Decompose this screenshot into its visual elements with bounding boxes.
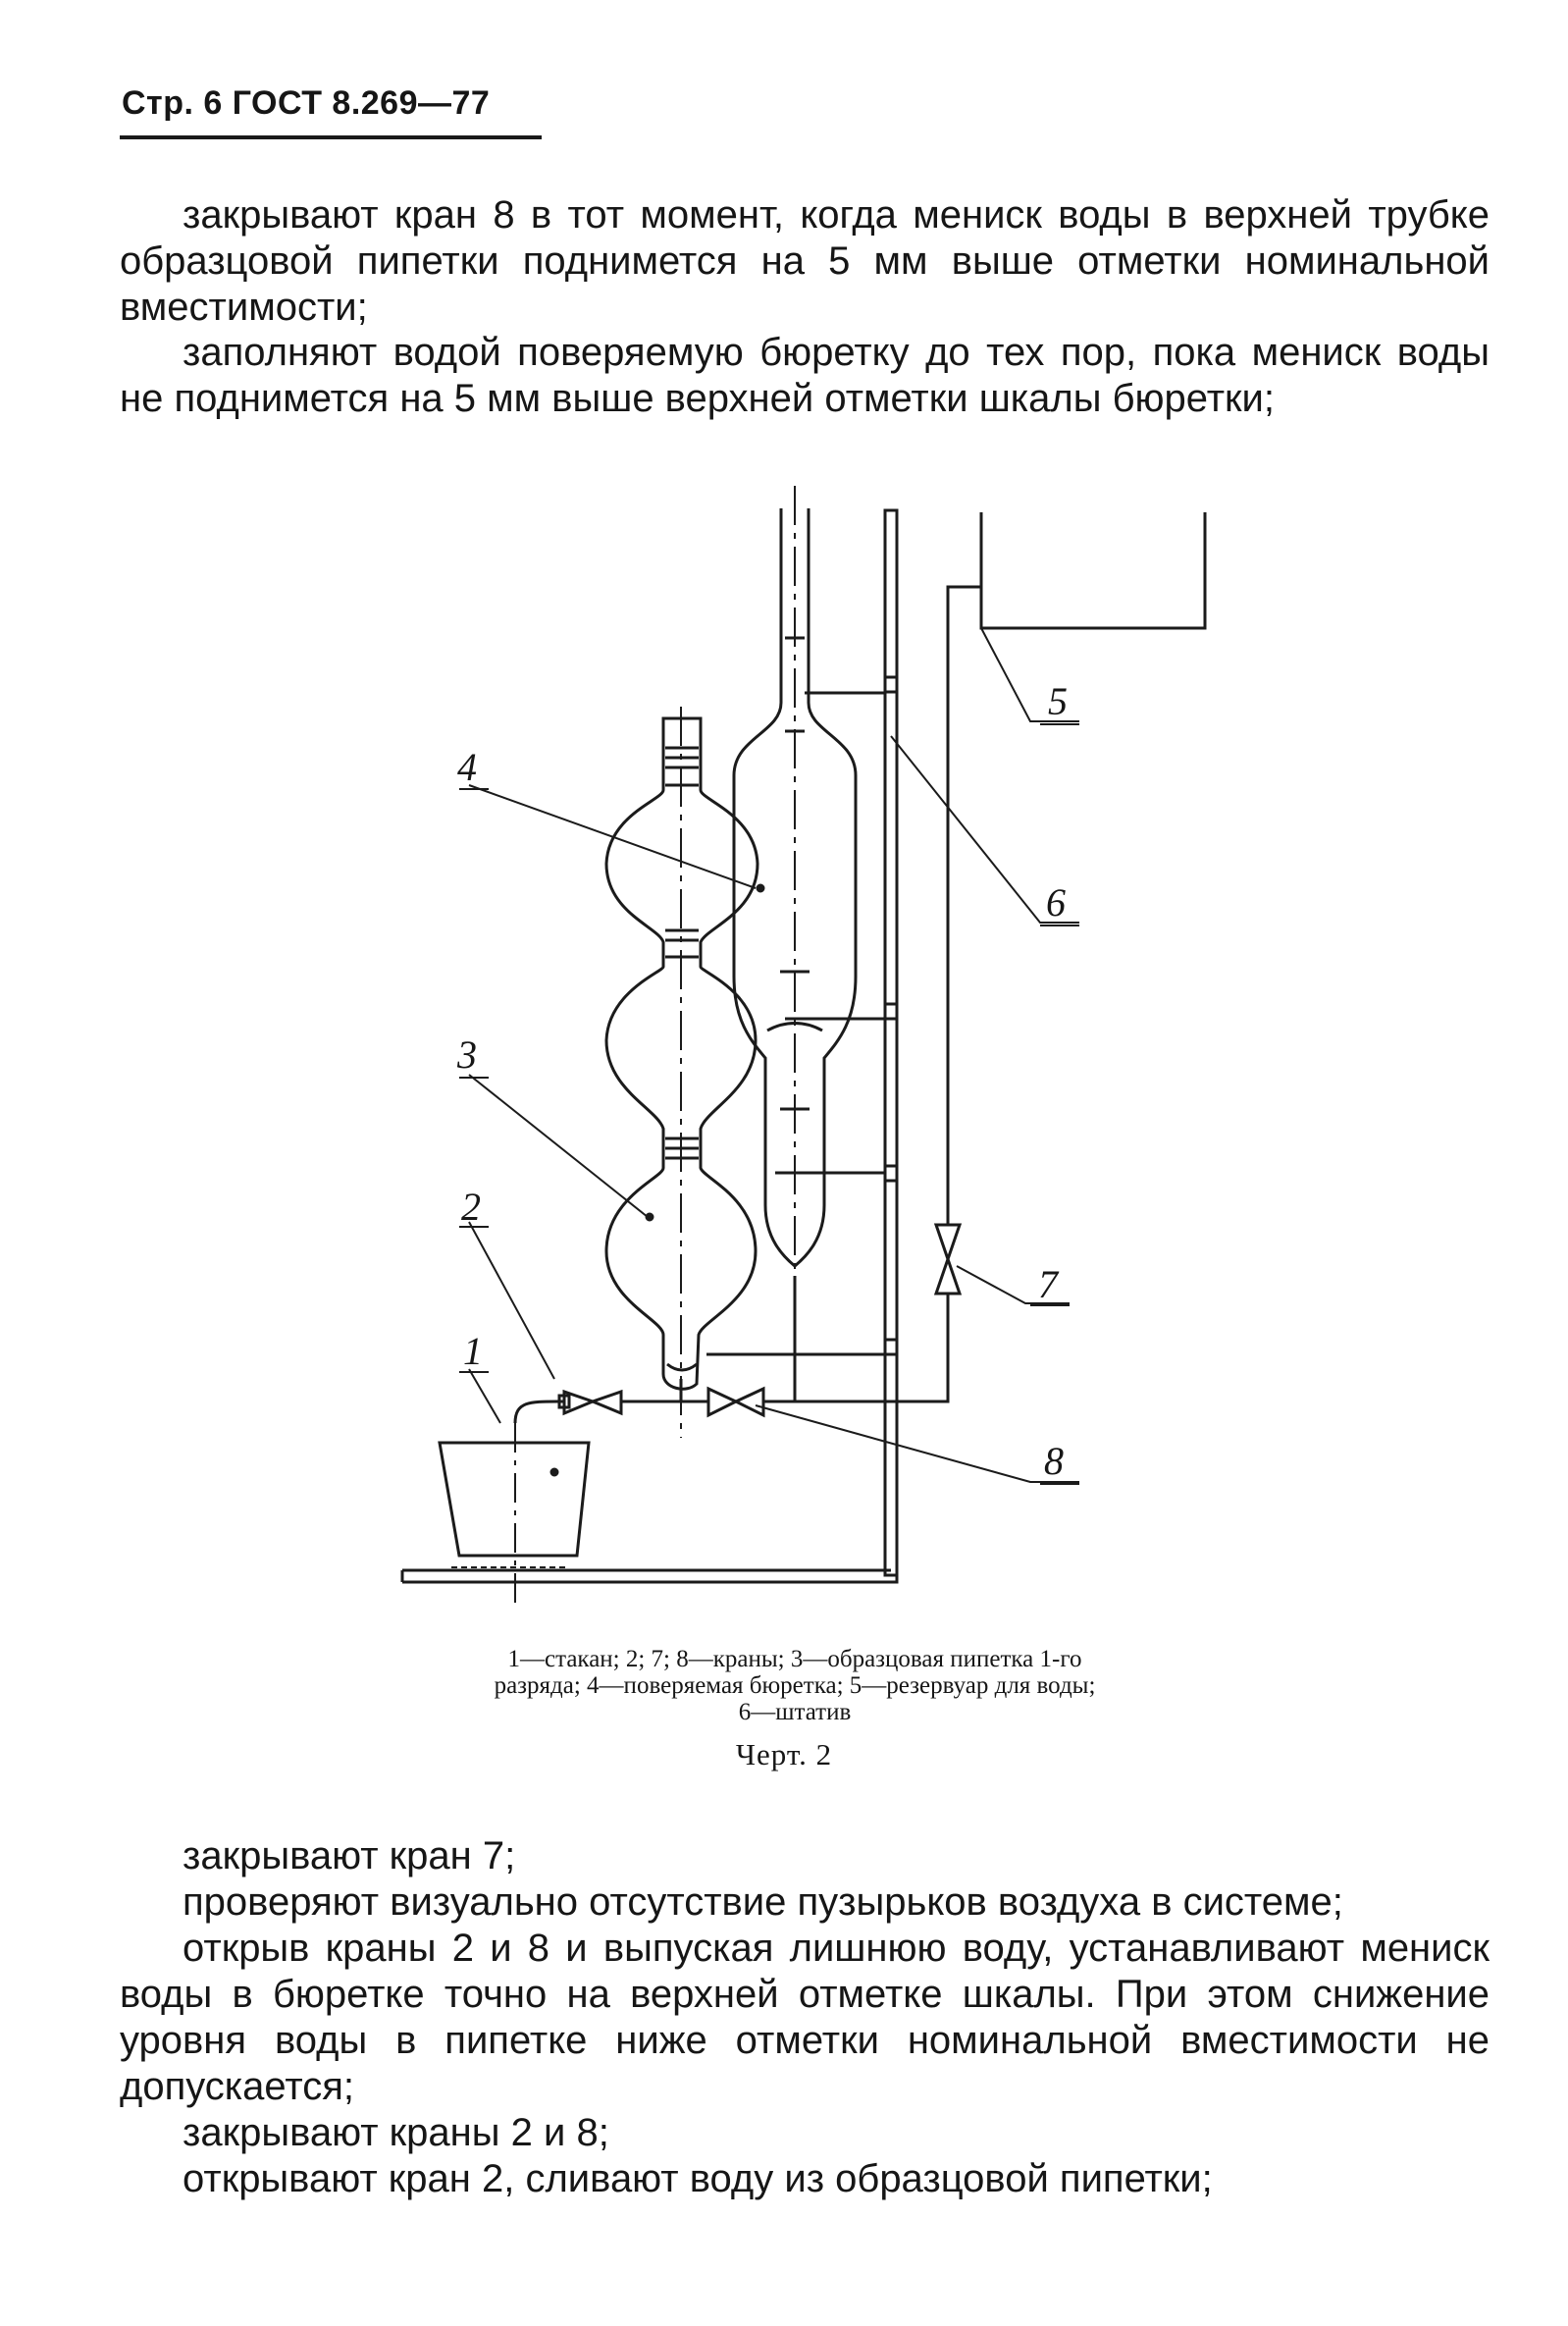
label-5: 5: [1048, 679, 1068, 723]
label-7: 7: [1038, 1262, 1058, 1306]
paragraph-check-bubbles: проверяют визуально отсутствие пузырьков воздуха в системе;: [183, 1880, 1343, 1924]
figure-caption-line3: 6—штатив: [738, 1699, 852, 1725]
figure-caption-line2: разряда; 4—поверяемая бюретка; 5—резервуар для воды;: [494, 1672, 1096, 1699]
figure-title: Черт. 2: [735, 1737, 833, 1771]
paragraph-fill-burette: заполняют водой поверяемую бюретку до тех пор, пока мениск воды не поднимется на 5 мм выше верхней отметки шкалы бюретки;: [120, 331, 1490, 420]
paragraph-close-valves: закрывают краны 2 и 8;: [183, 2111, 609, 2154]
valve-8: [708, 1389, 763, 1415]
label-1: 1: [463, 1329, 483, 1373]
valve-7: [936, 1225, 960, 1294]
paragraph-close-valve-7: закрывают кран 7;: [183, 1834, 516, 1877]
label-4: 4: [457, 745, 477, 789]
stand: [885, 510, 897, 1575]
valve-2: [564, 1392, 621, 1413]
figure-caption-line1: 1—стакан; 2; 7; 8—краны; 3—образцовая пипетка 1-го: [507, 1646, 1082, 1672]
paragraph-set-meniscus: открыв краны 2 и 8 и выпуская лишнюю воду, устанавливают мениск воды в бюретке точно на верхней отметке шкалы. При этом снижение уровня воды в пипетке ниже отметки номинальной вместимости не допускается;: [120, 1927, 1490, 2108]
water-reservoir: [981, 512, 1205, 628]
paragraph-close-valve-8: закрывают кран 8 в тот момент, когда мениск воды в верхней трубке образцовой пипетки поднимется на 5 мм выше отметки номинальной вместимости;: [120, 193, 1490, 329]
label-2: 2: [461, 1185, 481, 1229]
label-3: 3: [457, 1032, 477, 1077]
paragraph-drain-pipette: открывают кран 2, сливают воду из образцовой пипетки;: [183, 2157, 1213, 2200]
label-6: 6: [1046, 880, 1066, 925]
page-header: Стр. 6 ГОСТ 8.269—77: [122, 84, 491, 122]
label-8: 8: [1044, 1439, 1064, 1483]
